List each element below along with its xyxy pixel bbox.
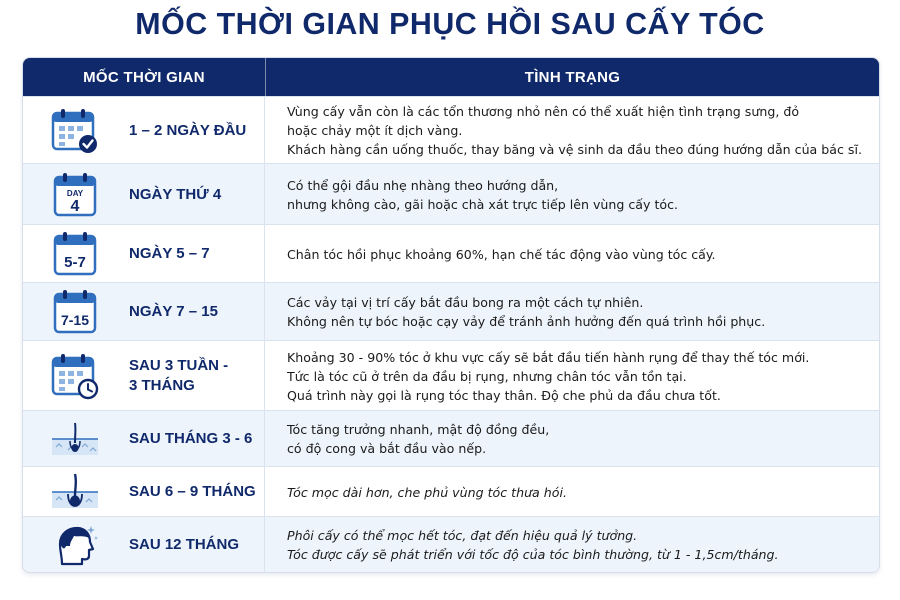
header-milestone: MỐC THỜI GIAN (23, 58, 266, 96)
condition-text: Vùng cấy vẫn còn là các tổn thương nhỏ nên có thể xuất hiện tình trạng sưng, đỏ hoặc chảy một ít dịch vàng. Khách hàng cần uống thuốc, thay băng và vệ sinh da đầu theo đúng hướng dẫn của bác sĩ. (287, 104, 862, 157)
condition-text: Khoảng 30 - 90% tóc ở khu vực cấy sẽ bắt đầu tiến hành rụng để thay thế tóc mới. Tức là tóc cũ ở trên da đầu bị rụng, nhưng chân tóc vẫn tồn tại. Quá trình này gọi là rụng tóc thay thân. Độ che phủ da đầu chưa tốt. (287, 349, 810, 403)
milestone-label: NGÀY 7 – 15 (129, 303, 218, 320)
table-row (23, 516, 879, 573)
table-row (23, 224, 879, 283)
calendar-range-text: 7-15 (60, 312, 90, 328)
condition-text: Có thể gội đầu nhẹ nhàng theo hướng dẫn, nhưng không cào, gãi hoặc chà xát trực tiếp lên vùng cấy tóc. (287, 177, 679, 212)
condition-text: Tóc tăng trưởng nhanh, mật độ đồng đều, có độ cong và bắt đầu vào nếp. (287, 422, 550, 456)
head-profile-icon (49, 521, 101, 569)
table-row (23, 410, 879, 467)
hair-follicle-dense-icon (49, 468, 101, 516)
milestone-label: SAU 3 TUẦN - 3 THÁNG (129, 357, 229, 394)
milestone-label: SAU 6 – 9 THÁNG (129, 483, 256, 500)
calendar-range-text: 5-7 (64, 254, 86, 271)
table-row (23, 282, 879, 341)
page-title: MỐC THỜI GIAN PHỤC HỒI SAU CẤY TÓC (135, 6, 765, 41)
milestone-label: 1 – 2 NGÀY ĐẦU (129, 121, 247, 139)
calendar-range-icon (49, 230, 101, 278)
calendar-day-text: DAY (66, 188, 84, 198)
header-condition: TÌNH TRẠNG (524, 68, 621, 86)
hair-follicle-icon (49, 415, 101, 463)
condition-text: Chân tóc hồi phục khoảng 60%, hạn chế tác động vào vùng tóc cấy. (287, 246, 716, 262)
table-row (23, 466, 879, 517)
milestone-label: NGÀY THỨ 4 (129, 185, 222, 203)
table-header (23, 58, 879, 96)
table-row (23, 163, 879, 225)
table-row (23, 340, 879, 411)
condition-text: Các vảy tại vị trí cấy bắt đầu bong ra một cách tự nhiên. Không nên tự bóc hoặc cạy vảy để tránh ảnh hưởng đến quá trình hồi phục. (287, 295, 766, 329)
milestone-label: NGÀY 5 – 7 (129, 245, 210, 262)
calendar-day-number: 4 (70, 197, 80, 215)
table-row (23, 96, 879, 164)
calendar-range-icon (49, 288, 101, 336)
condition-text: Tóc mọc dài hơn, che phủ vùng tóc thưa hói. (287, 484, 567, 500)
condition-text: Phôi cấy có thể mọc hết tóc, đạt đến hiệu quả lý tưởng. Tóc được cấy sẽ phát triển với tốc độ của tóc bình thường, từ 1 - 1,5cm/tháng. (287, 528, 779, 562)
milestone-label: SAU 12 THÁNG (129, 536, 240, 553)
recovery-timeline-table (22, 57, 880, 573)
calendar-clock-icon (49, 352, 101, 400)
milestone-label: SAU THÁNG 3 - 6 (129, 430, 253, 447)
calendar-day-icon (49, 171, 101, 219)
calendar-check-icon (49, 107, 101, 155)
